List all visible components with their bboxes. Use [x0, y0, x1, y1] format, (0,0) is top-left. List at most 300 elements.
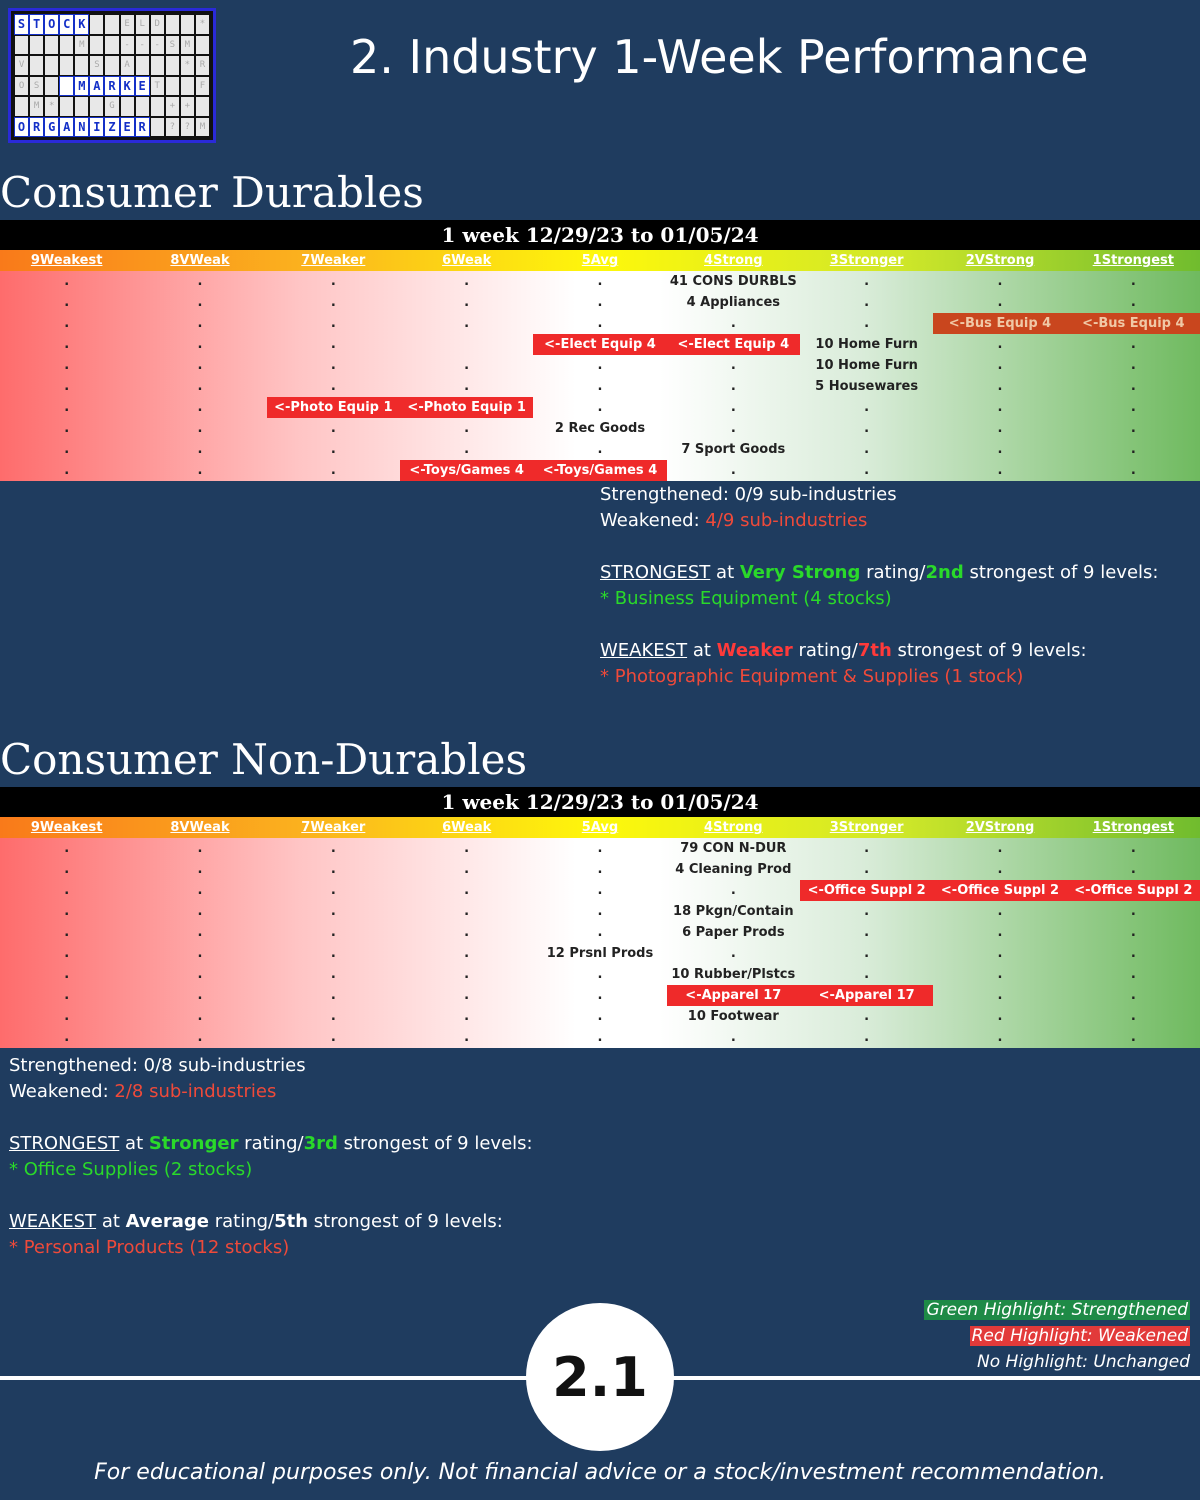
logo-cell: * — [45, 97, 58, 116]
industry-cell: 10 Rubber/Plstcs — [671, 967, 796, 982]
empty-cell: . — [197, 337, 203, 352]
industry-cell: 10 Home Furn — [815, 337, 918, 352]
summary-line — [600, 560, 1158, 586]
rating-level-header — [0, 250, 1200, 271]
empty-cell: . — [864, 442, 870, 457]
empty-cell: . — [1130, 1030, 1136, 1045]
logo-cell: S — [15, 15, 28, 34]
empty-cell: . — [597, 400, 603, 415]
empty-cell: . — [1130, 295, 1136, 310]
empty-cell: . — [1130, 946, 1136, 961]
summary-weakest-tail: strongest of 9 levels: — [891, 640, 1087, 661]
empty-cell: . — [64, 862, 70, 877]
summary-line — [600, 586, 1158, 612]
logo-cell: R — [30, 118, 43, 137]
empty-cell: . — [464, 862, 470, 877]
empty-cell: . — [730, 1030, 736, 1045]
summary-strengthened-value: 0/8 sub-industries — [143, 1055, 306, 1076]
empty-cell: . — [1130, 442, 1136, 457]
empty-cell: . — [1130, 337, 1136, 352]
logo-cell: O — [15, 118, 28, 137]
summary-line — [9, 1053, 533, 1079]
summary-strongest-at: at — [710, 562, 740, 583]
spacer — [600, 534, 1158, 560]
summary-line — [9, 1157, 533, 1183]
bar-label: <-Toys/Games 4 — [409, 463, 524, 478]
empty-cell: . — [597, 904, 603, 919]
logo-cell: T — [30, 15, 43, 34]
logo-cell: F — [196, 77, 209, 96]
empty-cell: . — [330, 274, 336, 289]
empty-cell: . — [730, 946, 736, 961]
empty-cell: . — [997, 1009, 1003, 1024]
industry-cell: 79 CON N-DUR — [680, 841, 787, 856]
empty-cell: . — [197, 421, 203, 436]
industry-cell: 12 Prsnl Prods — [546, 946, 654, 961]
industry-cell: 18 Pkgn/Contain — [673, 904, 794, 919]
logo-cell — [60, 97, 73, 116]
empty-cell: . — [864, 295, 870, 310]
empty-cell: . — [197, 967, 203, 982]
summary-strongest-tail: strongest of 9 levels: — [963, 562, 1159, 583]
empty-cell: . — [64, 358, 70, 373]
table-body — [0, 838, 1200, 1048]
logo-cell: S — [90, 56, 103, 75]
empty-cell: . — [597, 883, 603, 898]
empty-cell: . — [197, 925, 203, 940]
empty-cell: . — [997, 967, 1003, 982]
empty-cell: . — [997, 379, 1003, 394]
empty-cell: . — [330, 862, 336, 877]
empty-cell: . — [64, 988, 70, 1003]
industry-cell: 5 Housewares — [815, 379, 919, 394]
empty-cell: . — [330, 463, 336, 478]
empty-cell: . — [1130, 400, 1136, 415]
summary-strongest-mid: rating/ — [860, 562, 926, 583]
logo-cell: A — [121, 56, 134, 75]
empty-cell: . — [997, 421, 1003, 436]
logo-cell: E — [121, 118, 134, 137]
logo-cell — [151, 97, 164, 116]
logo-cell: * — [196, 15, 209, 34]
level-label-9weakest: 9Weakest — [30, 253, 103, 268]
logo-cell — [105, 36, 118, 55]
empty-cell: . — [64, 967, 70, 982]
summary-line — [600, 482, 1158, 508]
empty-cell: . — [330, 379, 336, 394]
empty-cell: . — [864, 400, 870, 415]
page-title: 2. Industry 1-Week Performance — [350, 30, 1089, 84]
empty-cell: . — [330, 337, 336, 352]
level-label-4strong: 4Strong — [704, 253, 763, 268]
summary-line — [600, 508, 1158, 534]
summary-weakest-mid: rating/ — [792, 640, 858, 661]
empty-cell: . — [330, 316, 336, 331]
legend-strengthened: Green Highlight: Strengthened — [926, 1300, 1188, 1320]
empty-cell: . — [1130, 841, 1136, 856]
level-label-5avg: 5Avg — [581, 820, 619, 835]
empty-cell: . — [997, 841, 1003, 856]
level-label-8vweak: 8VWeak — [170, 253, 230, 268]
empty-cell: . — [464, 1030, 470, 1045]
summary-weakest-item: * Photographic Equipment & Supplies (1 stock) — [600, 666, 1024, 687]
summary-strongest-item: * Office Supplies (2 stocks) — [9, 1159, 253, 1180]
logo-cell — [45, 56, 58, 75]
empty-cell: . — [597, 379, 603, 394]
empty-cell: . — [330, 1030, 336, 1045]
spacer — [9, 1183, 533, 1209]
logo-cell: - — [151, 36, 164, 55]
logo-cell: + — [181, 97, 194, 116]
empty-cell: . — [197, 841, 203, 856]
logo-cell — [136, 97, 149, 116]
table-row — [0, 397, 1200, 418]
table-row — [0, 271, 1200, 292]
bar-label: <-Bus Equip 4 — [1082, 316, 1185, 331]
logo-cell: A — [90, 77, 103, 96]
empty-cell: . — [997, 988, 1003, 1003]
logo-cell: R — [105, 77, 118, 96]
logo-cell: + — [166, 97, 179, 116]
bar-label: <-Apparel 17 — [818, 988, 915, 1003]
section-title-consumer-non-durables: Consumer Non-Durables — [0, 735, 528, 784]
page-number-badge: 2.1 — [526, 1303, 674, 1451]
logo-cell — [196, 97, 209, 116]
empty-cell: . — [864, 274, 870, 289]
empty-cell: . — [864, 1030, 870, 1045]
weakened-industry-bar — [800, 880, 1200, 901]
empty-cell: . — [997, 295, 1003, 310]
empty-cell: . — [1130, 421, 1136, 436]
empty-cell: . — [64, 274, 70, 289]
bar-label: <-Bus Equip 4 — [948, 316, 1052, 331]
level-label-1strongest: 1Strongest — [1092, 820, 1174, 835]
empty-cell: . — [464, 358, 470, 373]
table-date-range: 1 week 12/29/23 to 01/05/24 — [0, 787, 1200, 817]
logo-cell — [60, 77, 73, 96]
empty-cell: . — [197, 1009, 203, 1024]
summary-strongest-word: STRONGEST — [600, 562, 711, 583]
table-body — [0, 271, 1200, 481]
industry-cell: 4 Cleaning Prod — [675, 862, 792, 877]
summary-weakest-item: * Personal Products (12 stocks) — [9, 1237, 290, 1258]
level-label-8vweak: 8VWeak — [170, 820, 230, 835]
level-label-3stronger: 3Stronger — [829, 253, 904, 268]
empty-cell: . — [997, 862, 1003, 877]
summary-weakest-rank: 7th — [857, 640, 892, 661]
level-label-6weak: 6Weak — [442, 820, 492, 835]
empty-cell: . — [597, 1030, 603, 1045]
empty-cell: . — [1130, 862, 1136, 877]
empty-cell: . — [330, 967, 336, 982]
empty-cell: . — [1130, 463, 1136, 478]
summary-weakest-at: at — [96, 1211, 126, 1232]
empty-cell: . — [730, 379, 736, 394]
empty-cell: . — [464, 841, 470, 856]
bar-label: <-Photo Equip 1 — [407, 400, 526, 415]
logo-cell — [30, 36, 43, 55]
table-row — [0, 355, 1200, 376]
summary-weakest-rating: Weaker — [716, 640, 793, 661]
logo-cell: * — [181, 56, 194, 75]
logo-cell: O — [15, 77, 28, 96]
empty-cell: . — [197, 862, 203, 877]
empty-cell: . — [64, 925, 70, 940]
empty-cell: . — [997, 463, 1003, 478]
empty-cell: . — [64, 316, 70, 331]
empty-cell: . — [330, 1009, 336, 1024]
empty-cell: . — [330, 883, 336, 898]
level-label-4strong: 4Strong — [704, 820, 763, 835]
empty-cell: . — [864, 421, 870, 436]
summary-strongest-mid: rating/ — [238, 1133, 304, 1154]
empty-cell — [400, 334, 533, 355]
logo-cell: M — [75, 77, 88, 96]
level-label-1strongest: 1Strongest — [1092, 253, 1174, 268]
summary-line — [9, 1209, 533, 1235]
empty-cell: . — [197, 358, 203, 373]
summary-weakened-label: Weakened: — [9, 1081, 115, 1102]
logo-cell: ? — [181, 118, 194, 137]
table-row — [0, 964, 1200, 985]
bar-label: <-Elect Equip 4 — [677, 337, 790, 352]
empty-cell: . — [197, 946, 203, 961]
summary-line — [9, 1235, 533, 1261]
empty-cell: . — [464, 274, 470, 289]
level-label-7weaker: 7Weaker — [301, 820, 366, 835]
empty-cell: . — [864, 316, 870, 331]
empty-cell: . — [597, 925, 603, 940]
empty-cell: . — [997, 337, 1003, 352]
empty-cell: . — [330, 421, 336, 436]
logo-cell: M — [75, 36, 88, 55]
summary-weakest-at: at — [687, 640, 717, 661]
disclaimer: For educational purposes only. Not financial advice or a stock/investment recommendation. — [94, 1460, 1106, 1485]
empty-cell: . — [64, 841, 70, 856]
empty-cell: . — [864, 946, 870, 961]
logo-cell — [181, 77, 194, 96]
logo-cell: C — [60, 15, 73, 34]
logo-cell: M — [196, 118, 209, 137]
logo-cell: K — [75, 15, 88, 34]
empty-cell: . — [464, 946, 470, 961]
summary-strongest-word: STRONGEST — [9, 1133, 120, 1154]
industry-cell: 7 Sport Goods — [681, 442, 786, 457]
empty-cell: . — [864, 841, 870, 856]
logo-cell: A — [60, 118, 73, 137]
empty-cell: . — [464, 379, 470, 394]
empty-cell: . — [330, 358, 336, 373]
empty-cell: . — [597, 967, 603, 982]
level-label-2vstrong: 2VStrong — [965, 820, 1035, 835]
logo-cell — [15, 97, 28, 116]
summary-weakest-rating: Average — [125, 1211, 209, 1232]
logo-cell: K — [121, 77, 134, 96]
logo-cell — [105, 56, 118, 75]
level-label-2vstrong: 2VStrong — [965, 253, 1035, 268]
empty-cell: . — [597, 862, 603, 877]
empty-cell: . — [330, 946, 336, 961]
empty-cell: . — [197, 904, 203, 919]
summary-weakest-rank: 5th — [274, 1211, 309, 1232]
empty-cell: . — [197, 883, 203, 898]
performance-table-consumer-non-durables — [0, 787, 1200, 1048]
logo-cell: T — [151, 77, 164, 96]
logo-cell: R — [196, 56, 209, 75]
logo-cell — [60, 56, 73, 75]
logo-cell — [181, 15, 194, 34]
bar-label: <-Toys/Games 4 — [542, 463, 658, 478]
empty-cell: . — [197, 463, 203, 478]
empty-cell: . — [64, 337, 70, 352]
empty-cell: . — [330, 904, 336, 919]
empty-cell: . — [730, 400, 736, 415]
empty-cell: . — [730, 421, 736, 436]
highlight-legend — [924, 1297, 1190, 1375]
empty-cell: . — [730, 883, 736, 898]
empty-cell: . — [64, 379, 70, 394]
summary-strongest-rank: 2nd — [925, 562, 964, 583]
logo-cell — [75, 97, 88, 116]
empty-cell: . — [997, 904, 1003, 919]
legend-weakened: Red Highlight: Weakened — [971, 1326, 1188, 1346]
weakened-industry-bar — [267, 397, 534, 418]
summary-weakest-word: WEAKEST — [9, 1211, 97, 1232]
logo-cell: M — [181, 36, 194, 55]
logo-cell — [15, 36, 28, 55]
logo-cell — [30, 56, 43, 75]
empty-cell: . — [197, 316, 203, 331]
summary-line — [600, 638, 1158, 664]
summary-weakened-label: Weakened: — [600, 510, 706, 531]
empty-cell: . — [997, 925, 1003, 940]
empty-cell: . — [997, 442, 1003, 457]
level-label-5avg: 5Avg — [581, 253, 619, 268]
empty-cell: . — [997, 1030, 1003, 1045]
summary-strongest-rating: Stronger — [148, 1133, 239, 1154]
logo-cell — [166, 56, 179, 75]
weakened-industry-bar — [400, 460, 667, 481]
summary-consumer-non-durables — [9, 1053, 533, 1261]
bar-label: <-Photo Equip 1 — [274, 400, 393, 415]
empty-cell: . — [597, 295, 603, 310]
table-row — [0, 439, 1200, 460]
logo-cell — [136, 56, 149, 75]
bar-label: <-Apparel 17 — [685, 988, 782, 1003]
summary-weakest-word: WEAKEST — [600, 640, 688, 661]
summary-weakened-value: 2/8 sub-industries — [114, 1081, 277, 1102]
table-row — [0, 901, 1200, 922]
logo-cell — [166, 77, 179, 96]
empty-cell: . — [197, 1030, 203, 1045]
section-title-consumer-durables: Consumer Durables — [0, 168, 424, 217]
table-row — [0, 1027, 1200, 1048]
logo-cell: M — [30, 97, 43, 116]
empty-cell: . — [864, 463, 870, 478]
empty-cell: . — [464, 1009, 470, 1024]
empty-cell: . — [597, 316, 603, 331]
empty-cell: . — [197, 400, 203, 415]
summary-strongest-rank: 3rd — [303, 1133, 338, 1154]
logo-cell: - — [121, 36, 134, 55]
table-row — [0, 376, 1200, 397]
logo-cell: V — [15, 56, 28, 75]
logo-cell — [45, 77, 58, 96]
empty-cell: . — [464, 883, 470, 898]
weakened-industry-bar — [533, 334, 800, 355]
logo-cell: I — [90, 118, 103, 137]
logo-cell — [90, 15, 103, 34]
empty-cell: . — [597, 274, 603, 289]
logo-cell — [60, 36, 73, 55]
empty-cell: . — [1130, 904, 1136, 919]
empty-cell: . — [730, 358, 736, 373]
empty-cell: . — [997, 274, 1003, 289]
table-row — [0, 985, 1200, 1006]
empty-cell: . — [864, 1009, 870, 1024]
empty-cell: . — [330, 988, 336, 1003]
table-row — [0, 922, 1200, 943]
empty-cell: . — [330, 295, 336, 310]
empty-cell: . — [997, 400, 1003, 415]
empty-cell: . — [464, 988, 470, 1003]
logo-cell: S — [30, 77, 43, 96]
empty-cell: . — [197, 442, 203, 457]
table-row — [0, 838, 1200, 859]
empty-cell: . — [197, 295, 203, 310]
empty-cell: . — [64, 1009, 70, 1024]
logo-letter-grid — [15, 15, 209, 136]
empty-cell: . — [464, 967, 470, 982]
level-label-9weakest: 9Weakest — [30, 820, 103, 835]
empty-cell: . — [1130, 358, 1136, 373]
summary-strongest-rating: Very Strong — [739, 562, 861, 583]
logo-cell — [105, 15, 118, 34]
summary-line — [9, 1131, 533, 1157]
empty-cell: . — [1130, 274, 1136, 289]
logo-cell: N — [75, 118, 88, 137]
empty-cell: . — [64, 295, 70, 310]
empty-cell: . — [330, 442, 336, 457]
summary-strengthened-value: 0/9 sub-industries — [734, 484, 897, 505]
table-row — [0, 418, 1200, 439]
level-label-7weaker: 7Weaker — [301, 253, 366, 268]
stock-market-organizer-logo — [8, 8, 216, 143]
table-row — [0, 292, 1200, 313]
logo-cell: ? — [166, 118, 179, 137]
bar-label: <-Office Suppl 2 — [1074, 883, 1193, 898]
empty-cell: . — [464, 316, 470, 331]
empty-cell: . — [997, 946, 1003, 961]
empty-cell: . — [464, 442, 470, 457]
logo-cell — [196, 36, 209, 55]
industry-cell: 41 CONS DURBLS — [669, 274, 797, 289]
performance-table-consumer-durables — [0, 220, 1200, 481]
logo-cell: L — [136, 15, 149, 34]
logo-cell: G — [45, 118, 58, 137]
empty-cell: . — [1130, 988, 1136, 1003]
empty-cell: . — [1130, 1009, 1136, 1024]
empty-cell: . — [864, 967, 870, 982]
table-row — [0, 859, 1200, 880]
spacer — [600, 612, 1158, 638]
summary-consumer-durables — [600, 482, 1158, 690]
summary-weakened-value: 4/9 sub-industries — [705, 510, 868, 531]
empty-cell: . — [197, 379, 203, 394]
empty-cell: . — [64, 421, 70, 436]
bar-label: <-Office Suppl 2 — [807, 883, 926, 898]
logo-cell — [90, 36, 103, 55]
